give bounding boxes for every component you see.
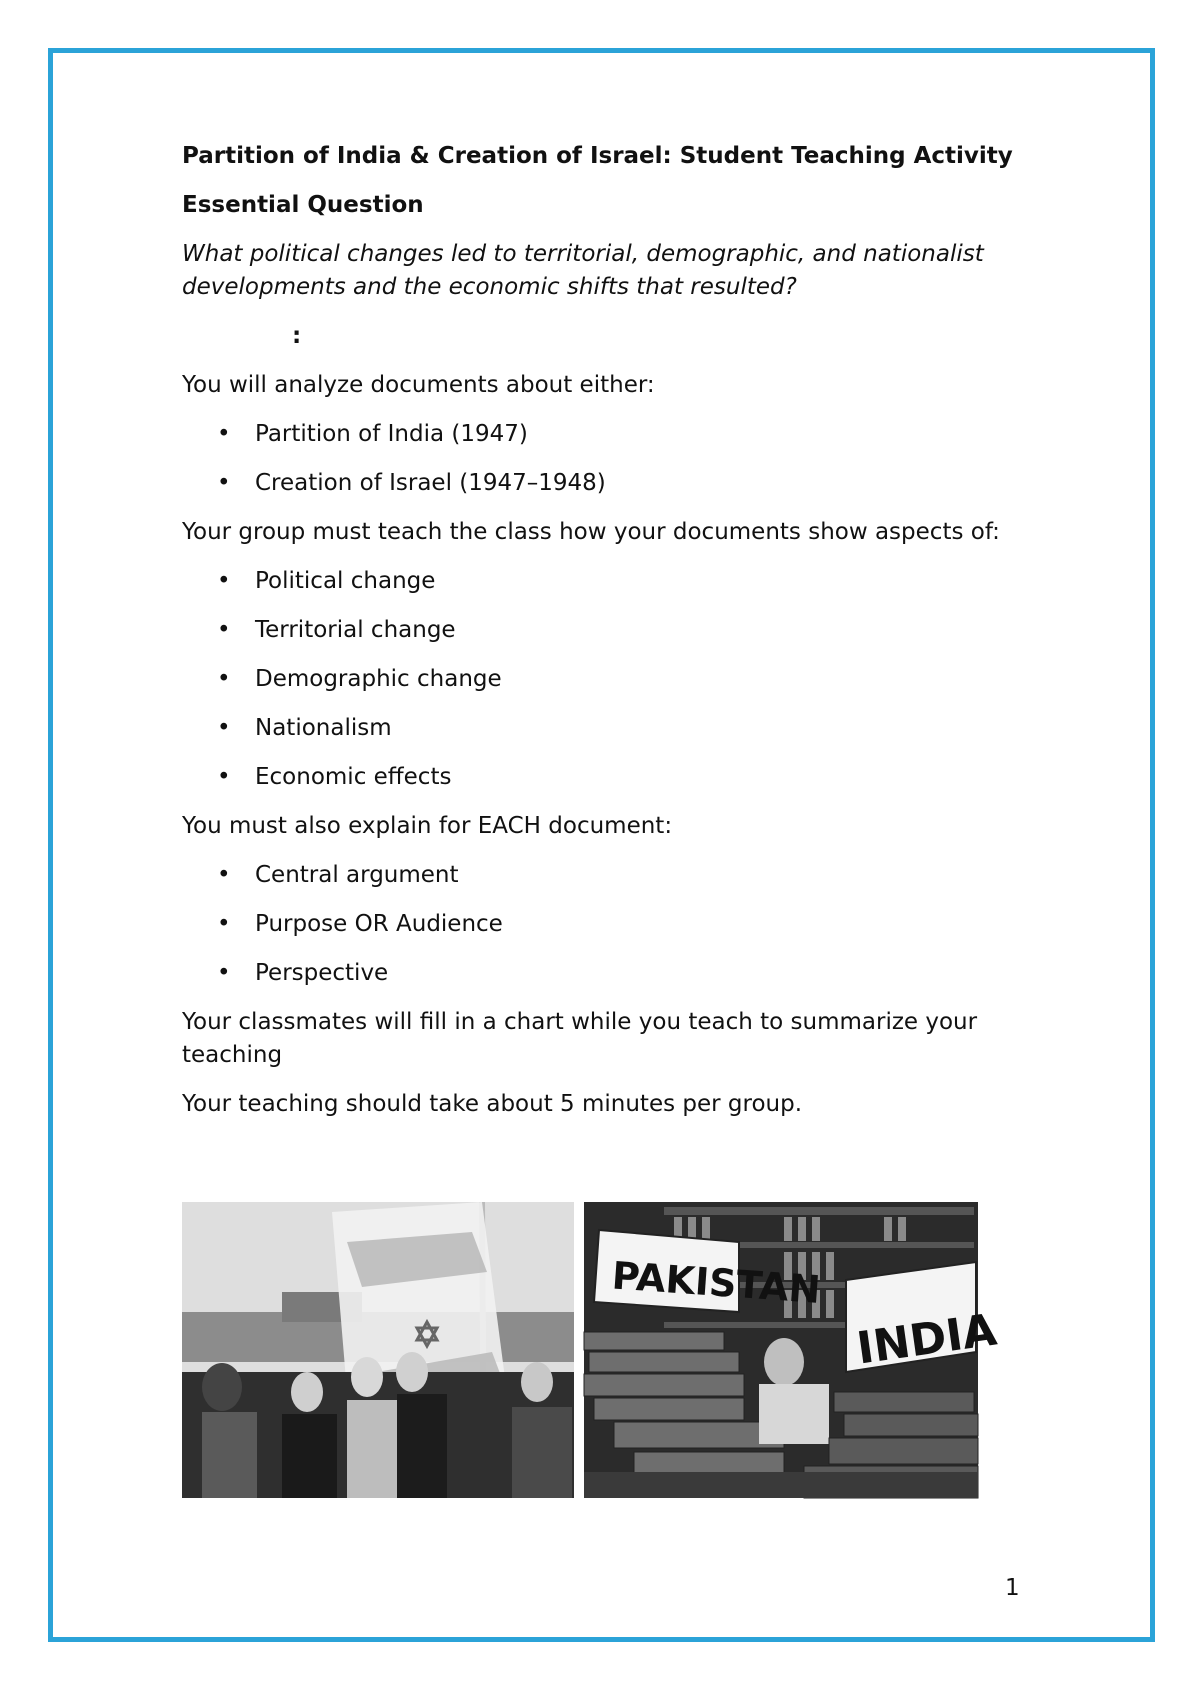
- aspects-list: [182, 565, 1032, 794]
- group-task-text: Your group must teach the class how your documents show aspects of:: [182, 519, 1000, 545]
- page-number: 1: [1005, 1575, 1020, 1601]
- list-item: • Partition of India (1947): [182, 418, 1032, 451]
- list-item: • Demographic change: [182, 663, 1032, 696]
- list-item: • Perspective: [182, 957, 1032, 990]
- classmates-note: Your classmates will fill in a chart while you teach to summarize your teaching: [182, 1009, 978, 1068]
- document-title: Partition of India & Creation of Israel: Student Teaching Activity: [182, 143, 1013, 169]
- document-items-list: [182, 859, 1032, 990]
- list-item: • Territorial change: [182, 614, 1032, 647]
- list-item: • Political change: [182, 565, 1032, 598]
- photo-row: [182, 1202, 1000, 1498]
- flag-raising-photo: [182, 1202, 574, 1498]
- essential-question-heading: Essential Question: [182, 192, 424, 218]
- topics-list: [182, 418, 1032, 500]
- essential-question: What political changes led to territorial, demographic, and nationalist developments and the economic shifts that resulted?: [182, 241, 984, 300]
- time-note: Your teaching should take about 5 minutes per group.: [182, 1091, 803, 1117]
- list-item: • Central argument: [182, 859, 1032, 892]
- india-sign-text: INDIA: [853, 1304, 1000, 1375]
- colon-line: :: [292, 323, 302, 349]
- pakistan-sign-text: PAKISTAN: [610, 1253, 822, 1312]
- partition-records-illustration: [584, 1202, 1000, 1498]
- document-task-text: You must also explain for EACH document:: [182, 813, 673, 839]
- document-body: [182, 140, 1032, 1137]
- partition-records-photo: [584, 1202, 1000, 1498]
- list-item: • Purpose OR Audience: [182, 908, 1032, 941]
- list-item: • Nationalism: [182, 712, 1032, 745]
- flag-raising-illustration: [182, 1202, 574, 1498]
- list-item: • Economic effects: [182, 761, 1032, 794]
- list-item: • Creation of Israel (1947–1948): [182, 467, 1032, 500]
- intro-text: You will analyze documents about either:: [182, 372, 655, 398]
